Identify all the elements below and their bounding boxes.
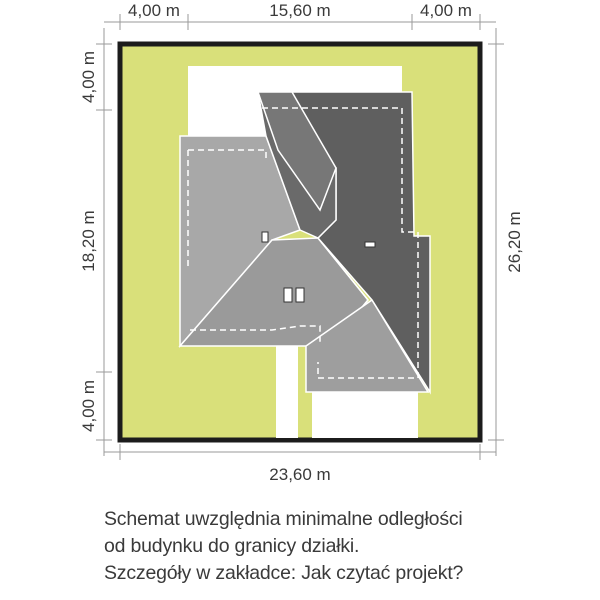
caption-line-3: Szczegóły w zakładce: Jak czytać projekt?: [104, 562, 464, 584]
dimension-top-left: 4,00 m: [128, 1, 180, 20]
dimension-top-center: 15,60 m: [269, 1, 331, 20]
dimension-bottom: 23,60 m: [269, 465, 331, 484]
dimension-left-middle: 18,20 m: [79, 210, 98, 272]
dimension-left-top: 4,00 m: [79, 51, 98, 103]
dimension-top-right: 4,00 m: [420, 1, 472, 20]
skylight: [284, 288, 292, 302]
dimension-left-bottom: 4,00 m: [79, 380, 98, 432]
caption-line-2: od budynku do granicy działki.: [104, 535, 360, 557]
caption: [104, 506, 584, 587]
caption-line-1: Schemat uwzględnia minimalne odległości: [104, 508, 463, 530]
skylight: [365, 242, 375, 247]
skylight: [262, 232, 268, 242]
skylight: [296, 288, 304, 302]
dimension-right: 26,20 m: [505, 211, 524, 273]
